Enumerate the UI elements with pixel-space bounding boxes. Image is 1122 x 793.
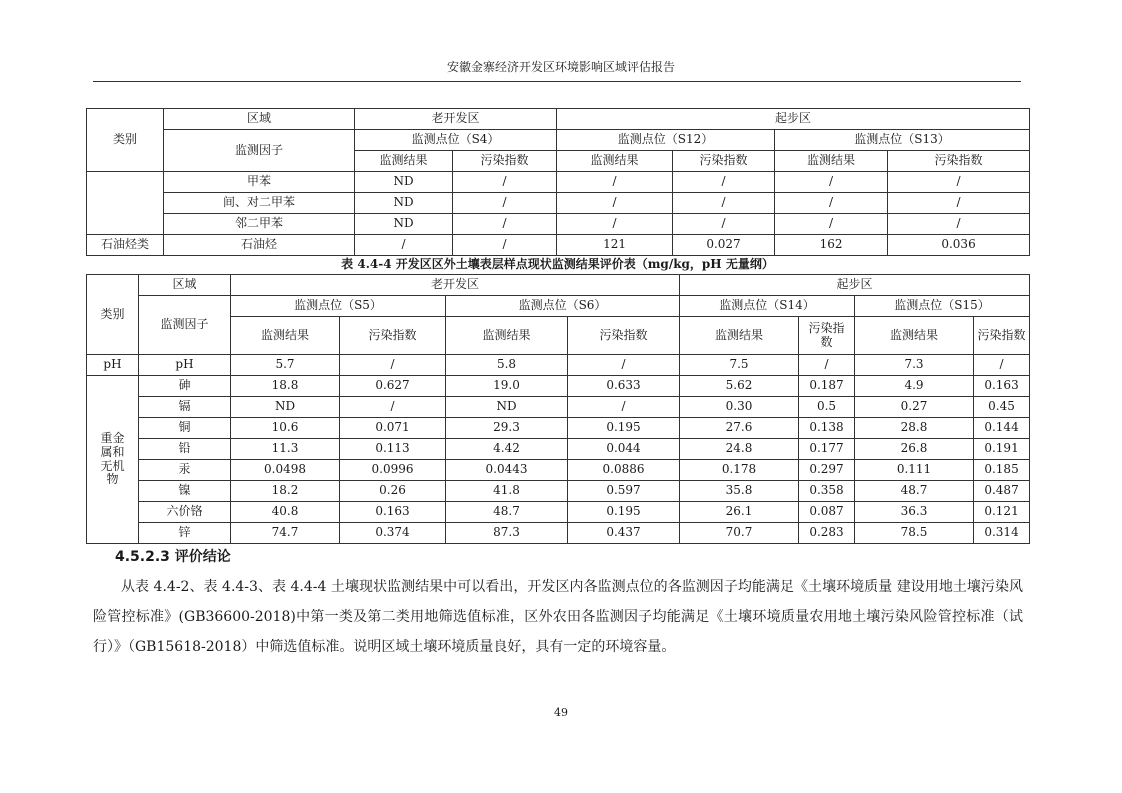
soil-table-4-4-4 [86, 274, 1030, 544]
value-cell: / [557, 172, 673, 193]
value-cell: 40.8 [231, 502, 340, 523]
table-row [87, 172, 1030, 193]
col-result: 监测结果 [680, 317, 799, 355]
value-cell: / [557, 214, 673, 235]
value-cell: 27.6 [680, 418, 799, 439]
col-index: 污染指数 [568, 317, 680, 355]
col-index: 污染指数 [453, 151, 557, 172]
conclusion-paragraph: 从表 4.4-2、表 4.4-3、表 4.4-4 土壤现状监测结果中可以看出，开发区内各监测点位的各监测因子均能满足《土壤环境质量 建设用地土壤污染风险管控标准》(GB36600-2018)中第一类及第二类用地筛选值标准，区外农田各监测因子均能满足《土壤环境质量农用地土壤污染风险管控标准（试行）》（GB15618-2018）中筛选值标准。说明区域土壤环境质量良好，具有一定的环境容量。 [93, 579, 1023, 655]
table-row [87, 439, 1030, 460]
value-cell: 121 [557, 235, 673, 256]
value-cell: ND [446, 397, 568, 418]
value-cell: / [775, 214, 888, 235]
value-cell: 0.036 [888, 235, 1030, 256]
value-cell: 10.6 [231, 418, 340, 439]
factor-cell: 镍 [139, 481, 231, 502]
value-cell: 87.3 [446, 523, 568, 544]
value-cell: / [799, 355, 855, 376]
col-result: 监测结果 [355, 151, 453, 172]
point-s4: 监测点位（S4） [355, 130, 557, 151]
factor-cell: pH [139, 355, 231, 376]
section-heading: 4.5.2.3 评价结论 [115, 549, 231, 565]
category-header: 类别 [87, 109, 164, 172]
value-cell: 0.314 [974, 523, 1030, 544]
value-cell: 29.3 [446, 418, 568, 439]
factor-cell: 邻二甲苯 [164, 214, 355, 235]
value-cell: / [453, 193, 557, 214]
factor-cell: 镉 [139, 397, 231, 418]
col-index: 污染指数 [888, 151, 1030, 172]
value-cell: 0.374 [340, 523, 446, 544]
region-header: 区域 [139, 275, 231, 296]
value-cell: 0.27 [855, 397, 974, 418]
value-cell: / [775, 172, 888, 193]
category-cell: 石油烃类 [87, 235, 164, 256]
factor-cell: 砷 [139, 376, 231, 397]
col-index-wrapped: 污染指数 [799, 317, 855, 355]
table-row [87, 193, 1030, 214]
col-index: 污染指数 [673, 151, 775, 172]
value-cell: / [340, 355, 446, 376]
value-cell: 0.195 [568, 418, 680, 439]
value-cell: 28.8 [855, 418, 974, 439]
value-cell: 0.487 [974, 481, 1030, 502]
value-cell: 0.191 [974, 439, 1030, 460]
region-start: 起步区 [557, 109, 1030, 130]
region-old: 老开发区 [355, 109, 557, 130]
region-header: 区域 [164, 109, 355, 130]
value-cell: / [453, 214, 557, 235]
value-cell: 78.5 [855, 523, 974, 544]
category-cell-empty [87, 172, 164, 235]
value-cell: / [888, 193, 1030, 214]
category-cell: pH [87, 355, 139, 376]
col-result: 监测结果 [557, 151, 673, 172]
value-cell: 0.187 [799, 376, 855, 397]
value-cell: 0.111 [855, 460, 974, 481]
value-cell: 0.26 [340, 481, 446, 502]
page-header: 安徽金寨经济开发区环境影响区域评估报告 [446, 60, 675, 74]
value-cell: 5.8 [446, 355, 568, 376]
value-cell: 0.5 [799, 397, 855, 418]
table-row [87, 214, 1030, 235]
value-cell: 5.7 [231, 355, 340, 376]
value-cell: 36.3 [855, 502, 974, 523]
table-caption: 表 4.4-4 开发区区外土壤表层样点现状监测结果评价表（mg/kg，pH 无量纲） [341, 257, 774, 271]
value-cell: ND [355, 214, 453, 235]
value-cell: 0.163 [974, 376, 1030, 397]
factor-header: 监测因子 [139, 296, 231, 355]
value-cell: / [453, 235, 557, 256]
value-cell: / [568, 397, 680, 418]
value-cell: 74.7 [231, 523, 340, 544]
value-cell: 26.8 [855, 439, 974, 460]
value-cell: / [453, 172, 557, 193]
point-s15: 监测点位（S15） [855, 296, 1030, 317]
value-cell: 0.437 [568, 523, 680, 544]
soil-table-continued [86, 108, 1030, 256]
value-cell: 0.195 [568, 502, 680, 523]
value-cell: 7.3 [855, 355, 974, 376]
col-result: 监测结果 [231, 317, 340, 355]
col-result: 监测结果 [446, 317, 568, 355]
value-cell: 26.1 [680, 502, 799, 523]
value-cell: 0.144 [974, 418, 1030, 439]
value-cell: ND [355, 193, 453, 214]
table-row [87, 376, 1030, 397]
factor-cell: 六价铬 [139, 502, 231, 523]
value-cell: 70.7 [680, 523, 799, 544]
value-cell: ND [231, 397, 340, 418]
value-cell: 0.0443 [446, 460, 568, 481]
col-result: 监测结果 [775, 151, 888, 172]
value-cell: / [673, 214, 775, 235]
value-cell: 0.297 [799, 460, 855, 481]
value-cell: 0.45 [974, 397, 1030, 418]
value-cell: 11.3 [231, 439, 340, 460]
value-cell: 24.8 [680, 439, 799, 460]
factor-cell: 锌 [139, 523, 231, 544]
factor-cell: 铅 [139, 439, 231, 460]
value-cell: 0.0886 [568, 460, 680, 481]
col-result: 监测结果 [855, 317, 974, 355]
value-cell: 0.30 [680, 397, 799, 418]
value-cell: 41.8 [446, 481, 568, 502]
value-cell: 0.177 [799, 439, 855, 460]
point-s12: 监测点位（S12） [557, 130, 775, 151]
value-cell: 48.7 [855, 481, 974, 502]
region-start: 起步区 [680, 275, 1030, 296]
value-cell: / [888, 214, 1030, 235]
value-cell: 7.5 [680, 355, 799, 376]
table-row [87, 481, 1030, 502]
value-cell: 48.7 [446, 502, 568, 523]
col-index: 污染指数 [340, 317, 446, 355]
value-cell: / [568, 355, 680, 376]
category-header: 类别 [87, 275, 139, 355]
value-cell: 18.2 [231, 481, 340, 502]
region-old: 老开发区 [231, 275, 680, 296]
value-cell: 18.8 [231, 376, 340, 397]
value-cell: 4.42 [446, 439, 568, 460]
table-row [87, 355, 1030, 376]
factor-cell: 甲苯 [164, 172, 355, 193]
value-cell: 0.071 [340, 418, 446, 439]
table-row [87, 460, 1030, 481]
table-row [87, 418, 1030, 439]
value-cell: 0.0498 [231, 460, 340, 481]
value-cell: / [355, 235, 453, 256]
page-number: 49 [554, 706, 568, 719]
value-cell: 0.027 [673, 235, 775, 256]
point-s6: 监测点位（S6） [446, 296, 680, 317]
header-divider [93, 81, 1021, 82]
value-cell: 4.9 [855, 376, 974, 397]
value-cell: 0.597 [568, 481, 680, 502]
factor-cell: 间、对二甲苯 [164, 193, 355, 214]
value-cell: ND [355, 172, 453, 193]
value-cell: 35.8 [680, 481, 799, 502]
value-cell: 0.163 [340, 502, 446, 523]
table-row [87, 523, 1030, 544]
value-cell: / [673, 172, 775, 193]
point-s13: 监测点位（S13） [775, 130, 1030, 151]
value-cell: 0.627 [340, 376, 446, 397]
value-cell: 0.0996 [340, 460, 446, 481]
table-row [87, 235, 1030, 256]
value-cell: 162 [775, 235, 888, 256]
value-cell: 0.185 [974, 460, 1030, 481]
value-cell: 0.138 [799, 418, 855, 439]
factor-cell: 石油烃 [164, 235, 355, 256]
value-cell: 0.113 [340, 439, 446, 460]
factor-header: 监测因子 [164, 130, 355, 172]
value-cell: / [974, 355, 1030, 376]
value-cell: / [340, 397, 446, 418]
table-row [87, 397, 1030, 418]
value-cell: 19.0 [446, 376, 568, 397]
point-s14: 监测点位（S14） [680, 296, 855, 317]
value-cell: / [557, 193, 673, 214]
col-index: 污染指数 [974, 317, 1030, 355]
category-cell-metals: 重金属和无机物 [87, 376, 139, 544]
factor-cell: 铜 [139, 418, 231, 439]
value-cell: / [888, 172, 1030, 193]
value-cell: 0.283 [799, 523, 855, 544]
value-cell: 0.358 [799, 481, 855, 502]
value-cell: / [673, 193, 775, 214]
factor-cell: 汞 [139, 460, 231, 481]
value-cell: 0.633 [568, 376, 680, 397]
point-s5: 监测点位（S5） [231, 296, 446, 317]
value-cell: / [775, 193, 888, 214]
value-cell: 0.121 [974, 502, 1030, 523]
value-cell: 0.087 [799, 502, 855, 523]
value-cell: 5.62 [680, 376, 799, 397]
value-cell: 0.178 [680, 460, 799, 481]
table-row [87, 502, 1030, 523]
value-cell: 0.044 [568, 439, 680, 460]
